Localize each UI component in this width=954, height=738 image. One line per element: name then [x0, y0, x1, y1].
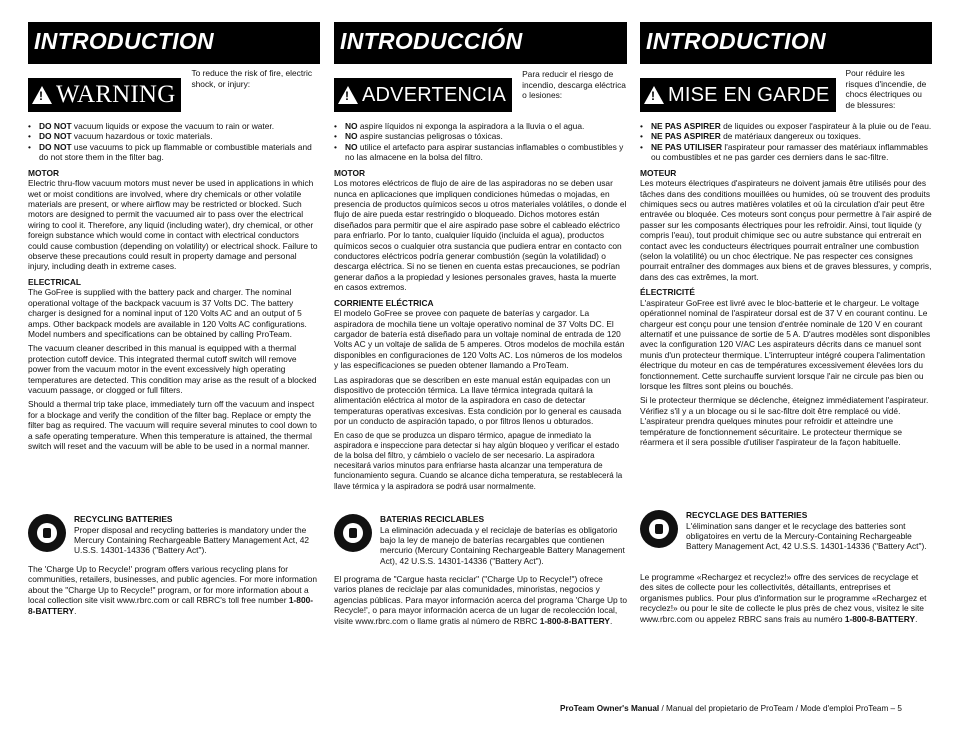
electrical-heading: ELECTRICAL [28, 276, 82, 287]
recycle-heading: RECYCLAGE DES BATTERIES [686, 510, 808, 520]
footer-rest: / Manual del propietario de ProTeam / Mode d'emploi ProTeam – 5 [659, 704, 902, 713]
warning-intro: To reduce the risk of fire, electric shock, or injury: [191, 68, 313, 89]
electrical-paragraph: The GoFree is supplied with the battery pack and charger. The nominal operational voltage of the backpack vacuum is 37 Volts DC. The battery charger is designed for a nominal input of 120 Volts AC and an output of 5 amps. Other backpack models are available in 120 Volts AC configurations. Model numbers and specifications can be obtained by calling ProTeam. [28, 287, 307, 339]
warning-intro: Pour réduire les risques d'incendie, de chocs électriques ou de blessures: [845, 68, 927, 110]
motor-text: Electric thru-flow vacuum motors must never be used in applications in which wet or moist conditions are involved, where dry chemicals or other volatile materials are present, or where airflow may be restricted or blocked. Such motors are designed to permit the vacuumed air to pass over the electrical wiring to cool it. Therefore, any liquid (including water), dry chemical, or other foreign substance which would come in contact with electrical conductors could cause combustion (depending on volatility) or electrical shock. Failure to observe these precautions could result in property damage and personal injury, including death in extreme cases. [28, 178, 318, 272]
title-bar [334, 22, 627, 64]
warning-intro: Para reducir el riesgo de incendio, descarga eléctrica o lesiones: [522, 69, 626, 101]
recycle-text: Proper disposal and recycling batteries is mandatory under the Mercury Containing Rechargeable Battery Management Act, 42 U.S.S. 14301-14336 ("Battery Act"). [74, 524, 310, 556]
warning-item: • DO NOT vacuum liquids or expose the vacuum to rain or water. [28, 121, 275, 131]
motor-text: Los motores eléctricos de flujo de aire de las aspiradoras no se deben usar nunca en aplicaciones que impliquen condiciones húmedas o mojadas, en presencia de productos químicos secos u otros materiales volátiles, o donde el flujo de aire pueda estar restringido o bloqueado. Dichos motores están diseñados para permitir que el aire aspirado pase sobre el cableado eléctrico para enfriarlo. Por lo tanto, cualquier líquido (incluida el agua), productos químicos secos o cualquier otra sustancia que pudiera entrar en contacto con conductores eléctricos podría generar combustión (según la volatilidad) o descarga eléctrica. Si no se tienen en cuenta estas precauciones, se podrían generar daños a la propiedad y lesiones personales graves, hasta la muerte en casos extremos. [334, 178, 627, 293]
column-french [640, 22, 932, 447]
warning-row [640, 68, 932, 116]
recycle-block-spanish [334, 514, 627, 566]
footer-brand: ProTeam Owner's Manual [560, 704, 660, 713]
column-spanish [334, 22, 627, 492]
warning-item: • NO aspire sustancias peligrosas o tóxicas. [334, 131, 503, 142]
recycle-program-text: The 'Charge Up to Recycle!' program offers various recycling plans for communities, retailers, businesses, and public agencies. For more information about the "Charge Up to Recycle!" program, or for more information about a local collection site visit www.rbrc.com or call RBRC's toll free number 1-800-8-BATTERY. [28, 564, 318, 616]
warning-label: ADVERTENCIA [362, 83, 507, 106]
recycle-heading: RECYCLING BATTERIES [74, 514, 173, 524]
electrical-paragraph: The vacuum cleaner described in this manual is equipped with a thermal protection cutoff device. This integrated thermal cutoff switch will remove power from the vacuum motor in the event excessively high operating temperatures are detected. This condition may arise as the result of a blocked vacuum passage, or clogged or full filters. [28, 343, 317, 395]
warning-row [28, 68, 320, 116]
electrical-paragraph: Should a thermal trip take place, immediately turn off the vacuum and inspect for a blockage and verify the condition of the filter bag. Replace or empty the filter bag as required. The vacuum will require several minutes to cool down to a safe operating temperature. When this temperature is attained, the thermal switch will reset and the vacuum will be able to be used in a normal manner. [28, 399, 317, 451]
warning-item: • DO NOT use vacuums to pick up flammable or combustible materials and do not store them in the filter bag. [28, 141, 312, 163]
warning-badge [334, 78, 512, 112]
warning-row [334, 69, 627, 116]
electrical-heading: CORRIENTE ELÉCTRICA [334, 297, 434, 308]
warning-triangle-icon [32, 86, 52, 104]
warning-badge [28, 78, 181, 112]
warning-item: • DO NOT vacuum hazardous or toxic materials. [28, 131, 213, 142]
recycle-program-text: Le programme «Rechargez et recyclez!» offre des services de recyclage et des sites de collecte pour les collectivités, détaillants, entreprises et organismes publics. Pour plus d'information sur le programme «Rechargez et recyclez!» ou pour le site de collecte le plus près de chez vous, visitez le site www.rbrc.com ou appelez RBRC sans frais au numéro 1-800-8-BATTERY. [640, 572, 927, 624]
electrical-paragraph: En caso de que se produzca un disparo térmico, apague de inmediato la aspiradora e inspeccione para detectar si hay algún bloqueo y verificar el estado de la bolsa del filtro, y cámbielo o vacíelo de ser necesario. La aspiradora necesitará varios minutos para enfriarse hasta alcanzar una temperatura de funcionamiento segura. Cuando se alcance dicha temperatura, se restablecerá la llave térmica y la aspiradora se podrá usar normalmente. [334, 430, 623, 491]
motor-heading: MOTEUR [640, 167, 677, 178]
warning-item: • NE PAS ASPIRER de liquides ou exposer l'aspirateur à la pluie ou de l'eau. [640, 121, 932, 131]
rbrc-seal-icon [28, 514, 66, 552]
section-title: INTRODUCCIÓN [340, 28, 523, 54]
warning-badge [640, 78, 836, 112]
section-title: INTRODUCTION [34, 28, 214, 54]
rbrc-seal-icon [640, 510, 678, 548]
motor-text: Les moteurs électriques d'aspirateurs ne doivent jamais être utilisés pour des tâches dans des conditions mouillées ou humides, où se trouvent des produits chimiques secs ou autres matières volatiles et où la circulation d'air peut être entravée ou bloquée. Ces moteurs sont conçus pour permettre à l'air aspiré de passer sur les composants électriques pour les refroidir. Ainsi, tout liquide (y compris l'eau), tout produit chimique sec ou autre substance qui entrerait en contact avec les conducteurs électriques pourrait entraîner une combustion (selon la volatilité) ou un choc électrique. Ne pas respecter ces consignes pourrait entraîner des dommages aux biens et de graves blessures, y compris, dans des cas extrêmes, la mort. [640, 178, 932, 282]
recycle-program-text: El programa de "Cargue hasta reciclar" ("Charge Up to Recycle!") ofrece varios planes de reciclaje par alas comunidades, minoristas, negocios y agencias públicas. Para mayor información acerca del programa 'Charge Up to Recycle!', o para mayor información acerca de un lugar de recolección local, visite www.rbrc.com o llame gratis al número de RBRC 1-800-8-BATTERY. [334, 574, 628, 626]
warning-triangle-icon [644, 86, 664, 104]
warning-label: MISE EN GARDE [668, 83, 830, 106]
recycle-text: La eliminación adecuada y el reciclaje de baterías es obligatorio bajo la ley de manejo de baterías recargables que contienen mercurio (Mercury Containing Rechargeable Battery Management Act), 42 U.S.S. 14301-14336 ("Battery Act"). [380, 524, 625, 566]
warning-item: • NE PAS UTILISER l'aspirateur pour ramasser des matériaux inflammables ou combustibles et ne pas garder ces derniers dans le sac-filtre. [640, 141, 928, 163]
recycle-block-english [28, 514, 320, 556]
recycle-heading: BATERIAS RECICLABLES [380, 514, 485, 524]
electrical-heading: ÉLECTRICITÉ [640, 287, 695, 298]
section-title: INTRODUCTION [646, 28, 826, 54]
electrical-paragraph: Las aspiradoras que se describen en este manual están equipadas con un dispositivo de protección térmica. La llave térmica integrada quitará la alimentación eléctrica al motor de la aspiradora en caso de detectar temperaturas operativas excesivas. Esta condición por lo general es causada por un conducto de aspiración tapado, o por filtros llenos u obturados. [334, 374, 622, 427]
rbrc-seal-icon [334, 514, 372, 552]
electrical-paragraph: Si le protecteur thermique se déclenche, éteignez immédiatement l'aspirateur. Vérifiez s'il y a un blocage ou si le sac-filtre doit être remplacé ou vidé. L'aspirateur prendra quelques minutes pour refroidir et atteindre une température de fonctionnement sécuritaire. Le protecteur thermique se réarmera et il sera possible d'utiliser l'aspirateur de la façon habituelle. [640, 395, 929, 447]
motor-heading: MOTOR [28, 167, 60, 178]
page-footer [560, 704, 902, 713]
column-english [28, 22, 320, 451]
title-bar [28, 22, 320, 64]
title-bar [640, 22, 932, 64]
warning-list [334, 121, 627, 163]
recycle-text: L'élimination sans danger et le recyclage des batteries sont obligatoires en vertu de la Mercury-Containing Rechargeable Battery Management Act, 42 U.S.S. 14301-14336 ("Battery Act"). [686, 520, 927, 552]
warning-item: • NE PAS ASPIRER de matériaux dangereux ou toxiques. [640, 131, 861, 142]
electrical-paragraph: El modelo GoFree se provee con paquete de baterías y cargador. La aspiradora de mochila tiene un voltaje operativo nominal de 37 Volts DC. El cargador de batería está diseñado para un voltaje nominal de entrada de 120 Volts AC y un voltaje de salida de 5 amperes. Otros modelos de mochila están disponibles en configuraciones de 120 Volts AC. Los números de los modelos y las especificaciones se pueden obtener llamando a ProTeam. [334, 308, 625, 371]
recycle-block-french [640, 510, 932, 552]
warning-list [28, 121, 320, 163]
warning-item: • NO utilice el artefacto para aspirar sustancias inflamables o combustibles y no las almacene en la bolsa del filtro. [334, 141, 624, 163]
warning-list [640, 121, 932, 163]
warning-triangle-icon [338, 86, 358, 104]
electrical-paragraph: L'aspirateur GoFree est livré avec le bloc-batterie et le chargeur. Le voltage opérationnel nominal de l'aspirateur dorsal est de 37 V en courant continu. Le chargeur est conçu pour une tension d'entrée nominale de 120 V en courant alternatif et une puissance de sortie de 5 A. D'autres modèles sont disponibles avec la configuration 120 V/AC Les aspirateurs décrits dans ce manuel sont munis d'un protecteur thermique. L'interrupteur intégré coupera l'alimentation électrique du moteur en cas de températures excessivement élevées lors du fonctionnement. Cette surchauffe survient lorsque l'air ne circule pas bien ou lorsque les filtres sont pleins ou bouchés. [640, 297, 931, 391]
warning-item: • NO aspire líquidos ni exponga la aspiradora a la lluvia o el agua. [334, 121, 585, 131]
warning-label: WARNING [56, 81, 176, 108]
motor-heading: MOTOR [334, 167, 366, 178]
